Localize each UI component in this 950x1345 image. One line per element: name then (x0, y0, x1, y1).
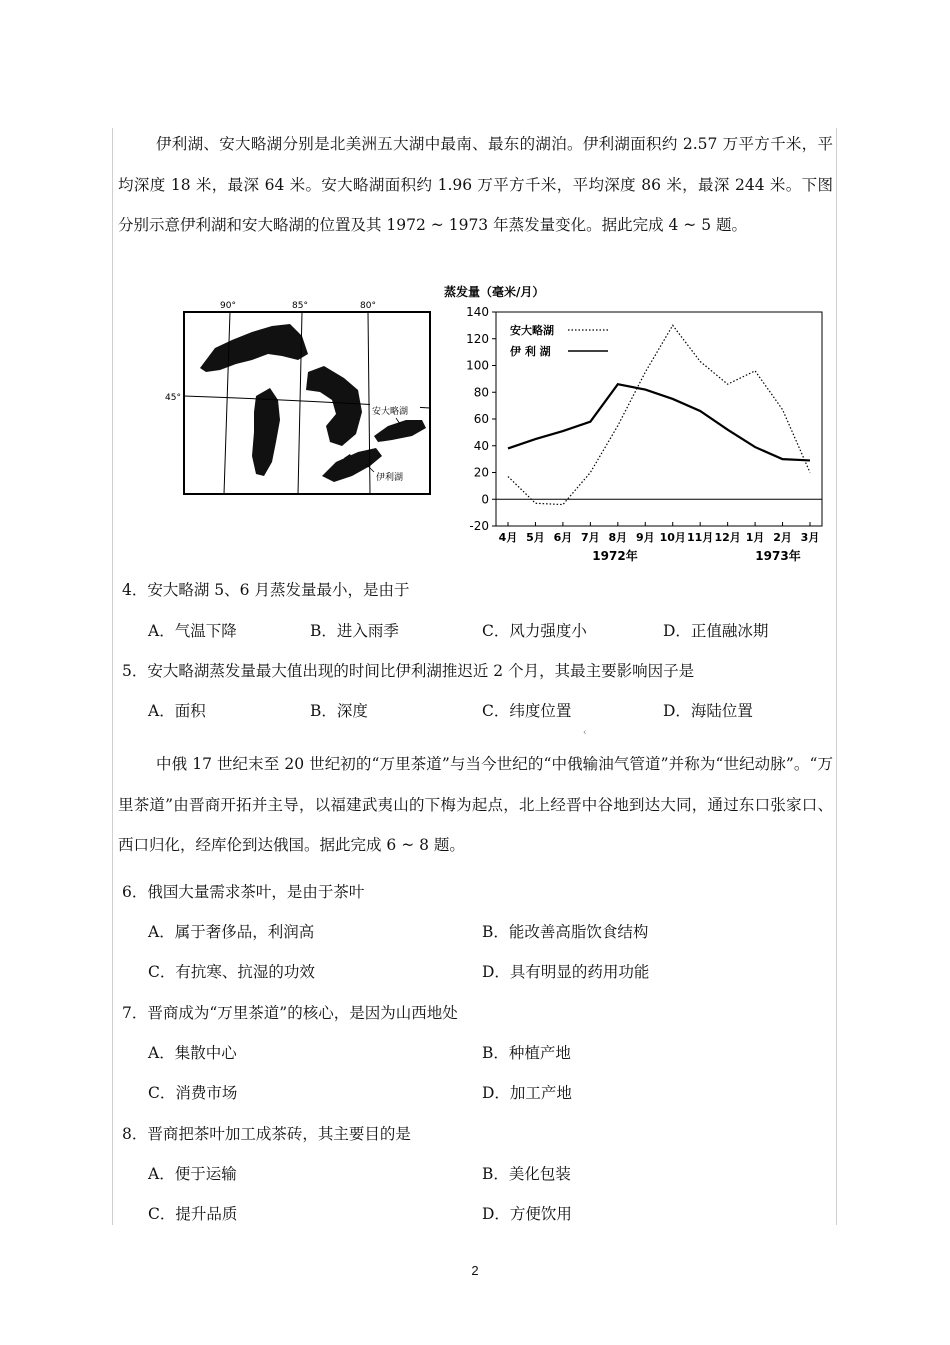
evaporation-chart (440, 282, 840, 572)
year-label-1972: 1972年 (592, 549, 638, 563)
x-tick-label: 5月 (526, 531, 545, 544)
x-tick-label: 2月 (773, 531, 792, 544)
chart-ylabel: 蒸发量（毫米/月） (444, 285, 545, 299)
x-tick-label: 10月 (659, 531, 686, 544)
passage-tea-road: 中俄 17 世纪末至 20 世纪初的“万里茶道”与当今世纪的“中俄输油气管道”并称为“世纪动脉”。“万里茶道”由晋商开拓并主导，以福建武夷山的下梅为起点，北上经晋中谷地到达大同，通过东口张家口、西口归化，经库伦到达俄国。据此完成 6 ~ 8 题。 (118, 755, 833, 854)
q8-option-b: B．美化包装 (482, 1165, 571, 1183)
q6-option-c: C．有抗寒、抗湿的功效 (148, 963, 315, 981)
q4-option-b: B．进入雨季 (310, 622, 399, 640)
x-tick-label: 1月 (745, 531, 765, 544)
longitude-label-85: 85° (292, 301, 308, 311)
x-tick-label: 4月 (498, 531, 518, 544)
q5-option-d: D．海陆位置 (663, 702, 753, 720)
legend-label: 伊 利 湖 (510, 345, 551, 358)
q7-option-c: C．消费市场 (148, 1084, 238, 1102)
y-tick-label: 60 (473, 412, 489, 426)
left-border-line (112, 128, 113, 1225)
x-tick-label: 9月 (635, 531, 655, 544)
q8-option-d: D．方便饮用 (482, 1205, 572, 1223)
great-lakes-map (160, 296, 435, 502)
y-tick-label: 0 (481, 492, 489, 507)
passage-lakes: 伊利湖、安大略湖分别是北美洲五大湖中最南、最东的湖泊。伊利湖面积约 2.57 万平方千米，平均深度 18 米，最深 64 米。安大略湖面积约 1.96 万平方千米，平均深度 86 米，最深 244 米。下图分别示意伊利湖和安大略湖的位置及其 1972 ~ 1973 年蒸发量变化。据此完成 4 ~ 5 题。 (118, 135, 833, 234)
longitude-label-80: 80° (360, 301, 376, 311)
series-line-erie (508, 384, 810, 460)
question-5-stem: 5．安大略湖蒸发量最大值出现的时间比伊利湖推迟近 2 个月，其最主要影响因子是 (122, 662, 695, 680)
question-6-stem: 6．俄国大量需求茶叶，是由于茶叶 (122, 883, 365, 901)
page-number: 2 (471, 1263, 479, 1278)
q5-option-c: C．纬度位置 (482, 702, 572, 720)
year-label-1973: 1973年 (755, 549, 801, 563)
x-tick-label: 3月 (800, 531, 820, 544)
stray-mark: ‹ (583, 728, 587, 738)
latitude-label-45: 45° (165, 393, 181, 403)
label-ontario: 安大略湖 (372, 407, 409, 417)
y-tick-label: 140 (466, 305, 489, 319)
x-tick-label: 12月 (714, 531, 741, 544)
q6-option-a: A．属于奢侈品，利润高 (148, 923, 315, 941)
series-line-ontario (508, 325, 810, 504)
q4-option-c: C．风力强度小 (482, 622, 587, 640)
y-tick-label: 120 (466, 331, 489, 346)
legend-label: 安大略湖 (510, 324, 554, 337)
question-4-stem: 4．安大略湖 5、6 月蒸发量最小，是由于 (122, 581, 410, 599)
y-tick-label: 80 (473, 385, 489, 400)
y-tick-label: -20 (469, 519, 489, 533)
q8-option-a: A．便于运输 (148, 1165, 237, 1183)
x-tick-label: 11月 (687, 531, 714, 544)
label-erie: 伊利湖 (376, 473, 404, 483)
question-7-stem: 7．晋商成为“万里茶道”的核心，是因为山西地处 (122, 1004, 458, 1022)
x-tick-label: 8月 (608, 531, 628, 544)
q5-option-b: B．深度 (310, 702, 368, 720)
q7-option-b: B．种植产地 (482, 1044, 571, 1062)
q6-option-d: D．具有明显的药用功能 (482, 963, 650, 981)
q4-option-a: A．气温下降 (148, 622, 237, 640)
q5-option-a: A．面积 (148, 702, 206, 720)
q4-option-d: D．正值融冰期 (663, 622, 769, 640)
x-tick-label: 7月 (581, 531, 600, 544)
q7-option-a: A．集散中心 (148, 1044, 237, 1062)
x-tick-label: 6月 (553, 531, 573, 544)
q7-option-d: D．加工产地 (482, 1084, 572, 1102)
y-tick-label: 40 (473, 438, 489, 453)
q6-option-b: B．能改善高脂饮食结构 (482, 923, 649, 941)
y-tick-label: 100 (466, 358, 489, 373)
q8-option-c: C．提升品质 (148, 1205, 238, 1223)
question-8-stem: 8．晋商把茶叶加工成茶砖，其主要目的是 (122, 1125, 411, 1143)
longitude-label-90: 90° (220, 301, 236, 311)
y-tick-label: 20 (473, 465, 489, 480)
